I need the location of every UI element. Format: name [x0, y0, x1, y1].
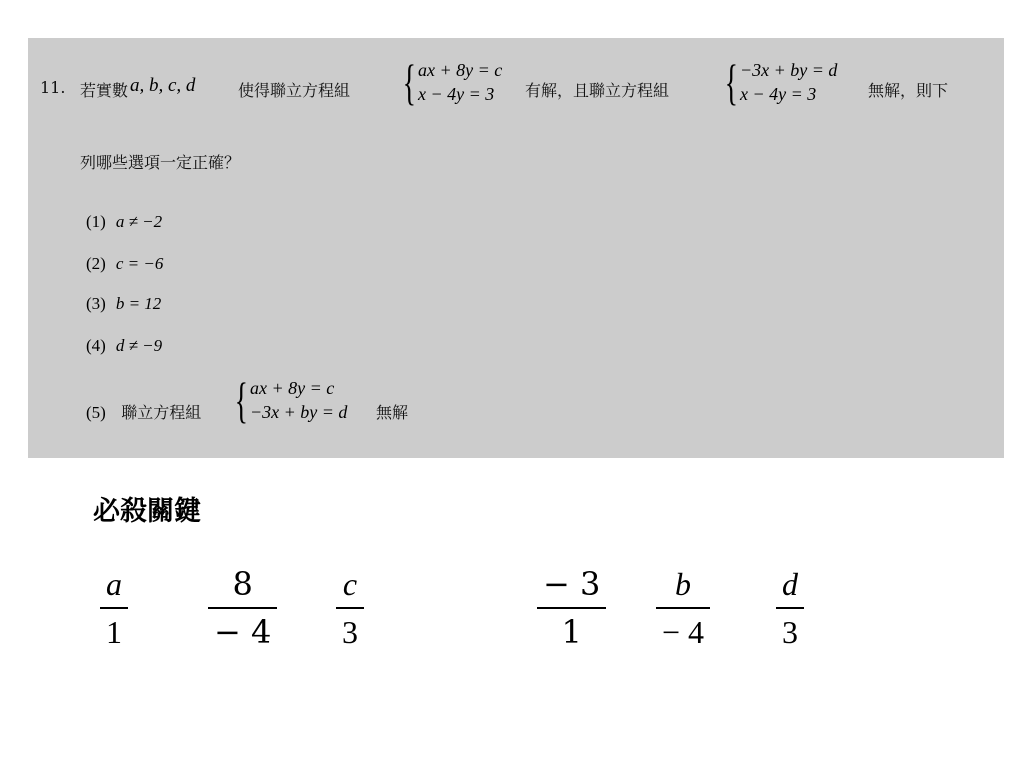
system1-eq1: ax + 8y = c	[418, 60, 503, 80]
system3-eq1: ax + 8y = c	[250, 378, 335, 398]
fraction-8-over-neg4: 8 − 4	[208, 565, 277, 651]
equation-system-2: { −3x + by = d x − 4y = 3	[724, 54, 838, 110]
system2-eq1: −3x + by = d	[740, 60, 838, 80]
stem-part3: 有解，且聯立方程組	[525, 81, 670, 100]
option-5: (5) 聯立方程組	[86, 403, 202, 422]
stem-variables: a, b, c, d	[130, 75, 196, 96]
option-1: (1) a ≠ −2	[86, 212, 163, 231]
stem-part1: 若實數	[80, 81, 129, 100]
fraction-b-over-neg4: b − 4	[656, 565, 710, 651]
stem-part2: 使得聯立方程組	[238, 81, 351, 100]
fraction-a-over-1: a 1	[100, 565, 128, 651]
option-4: (4) d ≠ −9	[86, 336, 163, 355]
fraction-c-over-3: c 3	[336, 565, 364, 651]
option5-suffix: 無解	[376, 403, 409, 422]
system2-eq2: x − 4y = 3	[740, 84, 817, 104]
system1-eq2: x − 4y = 3	[418, 84, 495, 104]
key-heading: 必殺關鍵	[93, 496, 201, 527]
stem-part4: 無解，則下	[868, 81, 949, 100]
question-number: 11.	[40, 78, 66, 97]
equation-system-1: { ax + 8y = c x − 4y = 3	[402, 54, 503, 110]
option-3: (3) b = 12	[86, 294, 162, 313]
option5-label: 聯立方程組	[121, 403, 202, 422]
option-2: (2) c = −6	[86, 254, 164, 273]
stem-line2: 列哪些選項一定正確？	[80, 153, 241, 172]
fraction-d-over-3: d 3	[776, 565, 804, 651]
system3-eq2: −3x + by = d	[250, 402, 348, 422]
equation-system-3: { ax + 8y = c −3x + by = d	[234, 372, 348, 428]
fraction-neg3-over-1: − 3 1	[537, 565, 606, 651]
question-panel	[28, 38, 1004, 458]
